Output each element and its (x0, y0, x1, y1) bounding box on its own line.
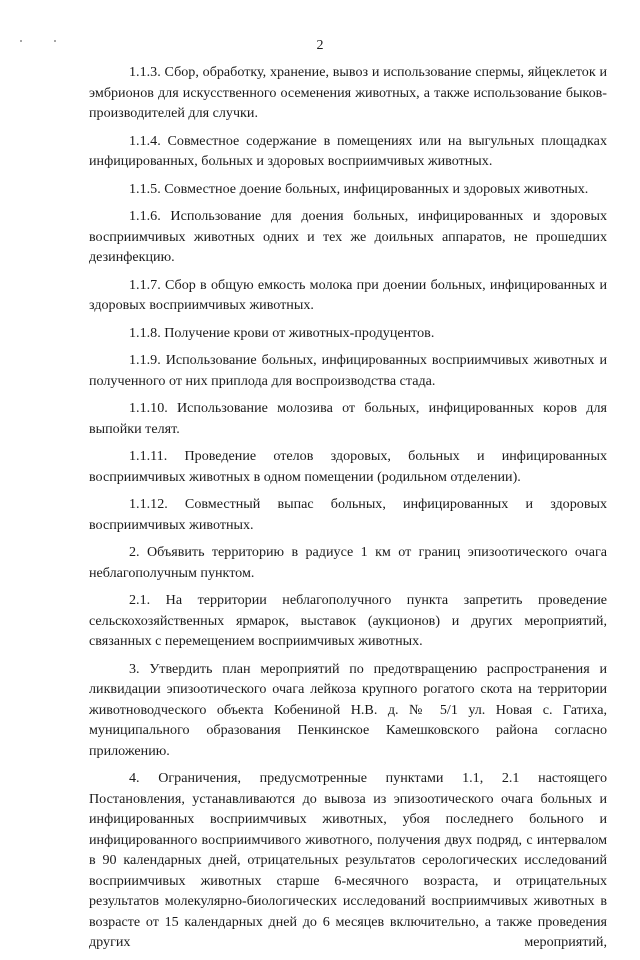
paragraph-1-1-7: 1.1.7. Сбор в общую емкость молока при доении больных, инфицированных и здоровых восприимчивых животных. (89, 276, 607, 313)
paragraph-1-1-8: 1.1.8. Получение крови от животных-продуцентов. (129, 324, 435, 341)
paragraph-1-1-10: 1.1.10. Использование молозива от больных, инфицированных коров для выпойки телят. (89, 400, 607, 437)
paragraph-1-1-5: 1.1.5. Совместное доение больных, инфицированных и здоровых животных. (129, 180, 589, 197)
paragraph-4: 4. Ограничения, предусмотренные пунктами 1.1, 2.1 настоящего Постановления, устанавливаются до вывоза из эпизоотического очага больных и инфицированных восприимчивых животных, убоя последнего больного и инфицированного восприимчивого животного, получения двух подряд, с интервалом в 90 календарных дней, отрицательных результатов серологических исследований восприимчивых животных старше 6-месячного возраста, и отрицательных результатов молекулярно-биологических исследований восприимчивых животных в возрасте от 15 календарных дней до 6 месяцев включительно, а также проведения других мероприятий, (89, 770, 607, 950)
paragraph-2: 2. Объявить территорию в радиусе 1 км от границ эпизоотического очага неблагополучным пунктом. (89, 544, 607, 581)
paragraph-2-1: 2.1. На территории неблагополучного пункта запретить проведение сельскохозяйственных ярмарок, выставок (аукционов) и других мероприятий, связанных с перемещением восприимчивых животных. (89, 592, 607, 649)
document-body (89, 62, 607, 960)
page-number: 2 (316, 38, 324, 53)
paragraph-1-1-9: 1.1.9. Использование больных, инфицированных восприимчивых животных и полученного от них приплода для воспроизводства стада. (89, 352, 607, 389)
paragraph-1-1-3: 1.1.3. Сбор, обработку, хранение, вывоз и использование спермы, яйцеклеток и эмбрионов для искусственного осеменения животных, а также использование быков-производителей для случки. (89, 64, 607, 121)
paragraph-1-1-11: 1.1.11. Проведение отелов здоровых, больных и инфицированных восприимчивых животных в одном помещении (родильном отделении). (89, 448, 607, 485)
paragraph-1-1-12: 1.1.12. Совместный выпас больных, инфицированных и здоровых восприимчивых животных. (89, 496, 607, 533)
paragraph-1-1-6: 1.1.6. Использование для доения больных, инфицированных и здоровых восприимчивых животных одних и тех же доильных аппаратов, не прошедших дезинфекцию. (89, 208, 607, 265)
paragraph-3: 3. Утвердить план мероприятий по предотвращению распространения и ликвидации эпизоотического очага лейкоза крупного рогатого скота на территории животноводческого объекта Кобениной Н.В. д. № 5/1 ул. Новая с. Гатиха, муниципального образования Пенкинское Камешковского района согласно приложению. (89, 660, 607, 759)
paragraph-1-1-4: 1.1.4. Совместное содержание в помещениях или на выгульных площадках инфицированных, больных и здоровых восприимчивых животных. (89, 132, 607, 169)
